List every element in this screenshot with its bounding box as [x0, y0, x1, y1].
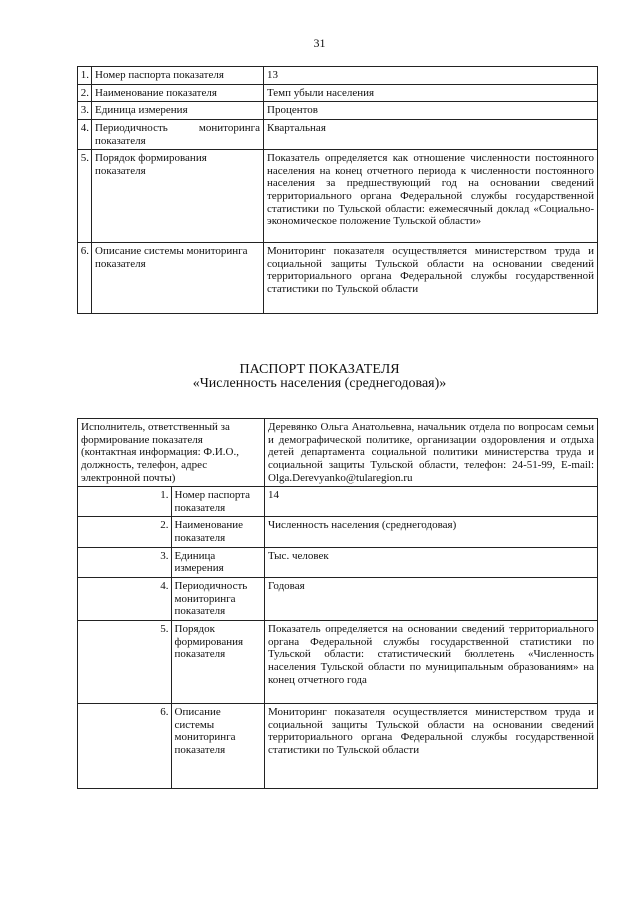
table-row — [78, 419, 598, 487]
row-value: 14 — [265, 487, 598, 517]
row-number: 2. — [78, 84, 92, 102]
row-value: Темп убыли населения — [264, 84, 598, 102]
passport-title: ПАСПОРТ ПОКАЗАТЕЛЯ — [239, 362, 400, 377]
table-row — [78, 547, 598, 577]
row-label: Единица измерения — [92, 102, 264, 120]
row-number: 1. — [78, 487, 172, 517]
row-label: Описание системы мониторинга показателя — [171, 703, 265, 788]
row-number: 3. — [78, 547, 172, 577]
table-row — [78, 487, 598, 517]
table-row — [78, 517, 598, 547]
row-value: Квартальная — [264, 119, 598, 149]
row-value: 13 — [264, 67, 598, 85]
row-number: 2. — [78, 517, 172, 547]
table-row — [78, 578, 598, 621]
row-value: Годовая — [265, 578, 598, 621]
row-value: Численность населения (среднегодовая) — [265, 517, 598, 547]
row-value: Процентов — [264, 102, 598, 120]
table-row — [78, 150, 598, 243]
executor-label: Исполнитель, ответственный за формирование показателя (контактная информация: Ф.И.О., должность, телефон, адрес электронной почты) — [78, 419, 265, 487]
row-label: Наименование показателя — [171, 517, 265, 547]
row-number: 4. — [78, 578, 172, 621]
row-number: 4. — [78, 119, 92, 149]
table-row — [78, 703, 598, 788]
table-row — [78, 102, 598, 120]
row-label: Номер паспорта показателя — [171, 487, 265, 517]
row-value: Мониторинг показателя осуществляется министерством труда и социальной защиты Тульской области на основании сведений территориального органа Федеральной службы государственной статистики по Тульской области — [265, 703, 598, 788]
row-value: Мониторинг показателя осуществляется министерством труда и социальной защиты Тульской области на основании сведений территориального органа Федеральной службы государственной статистики по Тульской области — [264, 243, 598, 314]
passport-subtitle: «Численность населения (среднегодовая)» — [192, 376, 447, 391]
row-label: Периодичность мониторинга показателя — [92, 119, 264, 149]
indicator-table-14 — [77, 418, 598, 789]
table-row — [78, 67, 598, 85]
row-label: Периодичность мониторинга показателя — [171, 578, 265, 621]
row-label: Номер паспорта показателя — [92, 67, 264, 85]
row-number: 5. — [78, 620, 172, 703]
row-label: Единица измерения — [171, 547, 265, 577]
row-label: Порядок формирования показателя — [171, 620, 265, 703]
executor-value: Деревянко Ольга Анатольевна, начальник отдела по вопросам семьи и демографической политике, организации оздоровления и отдыха детей департамента социальной политики министерства труда и социальной защиты Тульской области, телефон: 24-51-99, E-mail: Olga.Derevyanko@tularegion.ru — [265, 419, 598, 487]
table-row — [78, 119, 598, 149]
row-number: 3. — [78, 102, 92, 120]
row-number: 1. — [78, 67, 92, 85]
row-number: 6. — [78, 243, 92, 314]
row-label: Порядок формирования показателя — [92, 150, 264, 243]
row-number: 6. — [78, 703, 172, 788]
page-number: 31 — [313, 36, 326, 50]
row-value: Тыс. человек — [265, 547, 598, 577]
row-number: 5. — [78, 150, 92, 243]
table-row — [78, 620, 598, 703]
table-row — [78, 84, 598, 102]
row-value: Показатель определяется как отношение численности постоянного населения на конец отчетного периода к численности постоянного населения за предшествующий год на основании сведений территориального органа Федеральной службы государственной статистики по Тульской области: ежемесячный доклад «Социально-экономическое положение Тульской области» — [264, 150, 598, 243]
table-row — [78, 243, 598, 314]
row-label: Описание системы мониторинга показателя — [92, 243, 264, 314]
row-label: Наименование показателя — [92, 84, 264, 102]
indicator-table-13 — [77, 66, 598, 314]
row-value: Показатель определяется на основании сведений территориального органа Федеральной службы государственной статистики по Тульской области: статистический бюллетень «Численность населения Тульской области по муниципальным образованиям» на конец отчетного года — [265, 620, 598, 703]
